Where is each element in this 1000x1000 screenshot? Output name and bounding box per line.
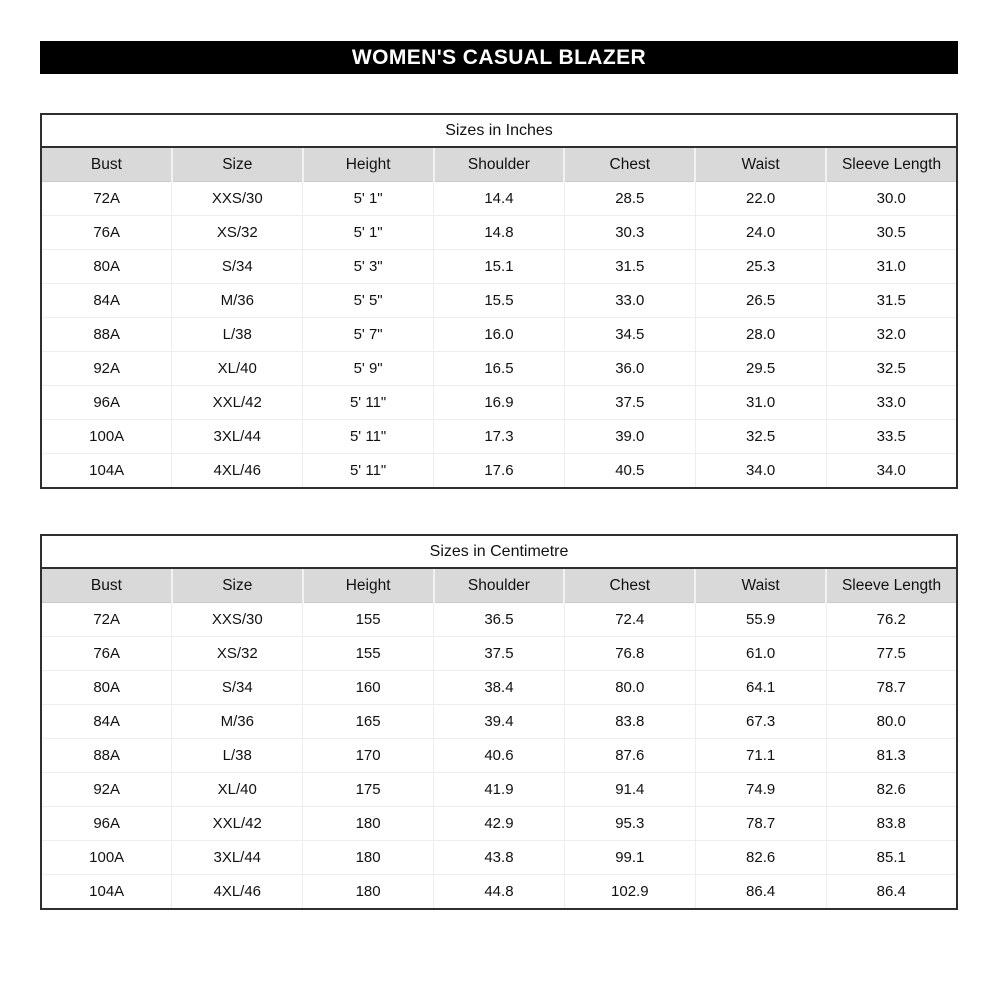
column-header-sleeve-length: Sleeve Length: [826, 568, 957, 603]
cell: 31.5: [564, 250, 695, 284]
column-header-waist: Waist: [695, 568, 826, 603]
cell: 42.9: [434, 807, 565, 841]
table-row: [41, 318, 957, 352]
cell: 3XL/44: [172, 420, 303, 454]
cell: 31.5: [826, 284, 957, 318]
cell: 28.0: [695, 318, 826, 352]
cell: 5' 3": [303, 250, 434, 284]
cell: 83.8: [826, 807, 957, 841]
cell: 87.6: [564, 739, 695, 773]
cell: M/36: [172, 705, 303, 739]
column-header-row: [41, 568, 957, 603]
table-row: [41, 420, 957, 454]
cell: 88A: [41, 318, 172, 352]
table-row: [41, 773, 957, 807]
cell: L/38: [172, 318, 303, 352]
column-header-waist: Waist: [695, 147, 826, 182]
cell: 71.1: [695, 739, 826, 773]
table-row: [41, 807, 957, 841]
cell: 96A: [41, 807, 172, 841]
cell: XXS/30: [172, 182, 303, 216]
cell: 100A: [41, 420, 172, 454]
cell: 155: [303, 603, 434, 637]
table-row: [41, 705, 957, 739]
cell: 14.8: [434, 216, 565, 250]
cell: 72A: [41, 603, 172, 637]
cell: 15.5: [434, 284, 565, 318]
size-table-inches: [40, 113, 958, 489]
table-row: [41, 841, 957, 875]
cell: 3XL/44: [172, 841, 303, 875]
cell: 67.3: [695, 705, 826, 739]
cell: 55.9: [695, 603, 826, 637]
cell: 80A: [41, 671, 172, 705]
table-row: [41, 216, 957, 250]
cell: 25.3: [695, 250, 826, 284]
cell: 180: [303, 807, 434, 841]
table-row: [41, 182, 957, 216]
table-row: [41, 454, 957, 489]
cell: 155: [303, 637, 434, 671]
cell: 29.5: [695, 352, 826, 386]
cell: XS/32: [172, 637, 303, 671]
cell: 81.3: [826, 739, 957, 773]
cell: 34.5: [564, 318, 695, 352]
column-header-row: [41, 147, 957, 182]
cell: 16.0: [434, 318, 565, 352]
cell: 32.5: [695, 420, 826, 454]
table-row: [41, 386, 957, 420]
cell: 5' 1": [303, 216, 434, 250]
cell: 33.0: [564, 284, 695, 318]
cell: 86.4: [695, 875, 826, 910]
cell: 72A: [41, 182, 172, 216]
cell: 78.7: [826, 671, 957, 705]
cell: 5' 7": [303, 318, 434, 352]
cell: 80.0: [564, 671, 695, 705]
table-row: [41, 671, 957, 705]
cell: 83.8: [564, 705, 695, 739]
cell: 76.2: [826, 603, 957, 637]
cell: 104A: [41, 875, 172, 910]
column-header-bust: Bust: [41, 147, 172, 182]
cell: XL/40: [172, 773, 303, 807]
cell: 37.5: [564, 386, 695, 420]
cell: 72.4: [564, 603, 695, 637]
cell: 5' 9": [303, 352, 434, 386]
column-header-size: Size: [172, 568, 303, 603]
cell: 31.0: [826, 250, 957, 284]
table-row: [41, 250, 957, 284]
cell: 82.6: [695, 841, 826, 875]
cell: 44.8: [434, 875, 565, 910]
cell: 22.0: [695, 182, 826, 216]
cell: 39.4: [434, 705, 565, 739]
column-header-chest: Chest: [564, 568, 695, 603]
column-header-height: Height: [303, 147, 434, 182]
cell: L/38: [172, 739, 303, 773]
cell: 92A: [41, 352, 172, 386]
cell: 32.5: [826, 352, 957, 386]
cell: 30.5: [826, 216, 957, 250]
cell: 4XL/46: [172, 875, 303, 910]
cell: 86.4: [826, 875, 957, 910]
cell: 78.7: [695, 807, 826, 841]
cell: 17.3: [434, 420, 565, 454]
cell: 104A: [41, 454, 172, 489]
cell: 165: [303, 705, 434, 739]
cell: 76.8: [564, 637, 695, 671]
cell: 5' 11": [303, 420, 434, 454]
cell: 43.8: [434, 841, 565, 875]
cell: 74.9: [695, 773, 826, 807]
column-header-size: Size: [172, 147, 303, 182]
cell: 14.4: [434, 182, 565, 216]
cell: S/34: [172, 671, 303, 705]
table-row: [41, 875, 957, 910]
cell: 30.3: [564, 216, 695, 250]
cell: 16.9: [434, 386, 565, 420]
cell: 64.1: [695, 671, 826, 705]
cell: 33.0: [826, 386, 957, 420]
cell: 76A: [41, 216, 172, 250]
cell: 77.5: [826, 637, 957, 671]
cell: 175: [303, 773, 434, 807]
cell: 16.5: [434, 352, 565, 386]
column-header-shoulder: Shoulder: [434, 568, 565, 603]
cell: 85.1: [826, 841, 957, 875]
table-title-row: [41, 535, 957, 568]
inches-table: [40, 113, 958, 489]
cell: 40.5: [564, 454, 695, 489]
cell: 40.6: [434, 739, 565, 773]
column-header-chest: Chest: [564, 147, 695, 182]
table-title: Sizes in Centimetre: [41, 535, 957, 568]
column-header-shoulder: Shoulder: [434, 147, 565, 182]
cell: 5' 11": [303, 454, 434, 489]
cell: XXL/42: [172, 386, 303, 420]
cell: 34.0: [826, 454, 957, 489]
cell: M/36: [172, 284, 303, 318]
cell: 28.5: [564, 182, 695, 216]
column-header-sleeve-length: Sleeve Length: [826, 147, 957, 182]
cell: 33.5: [826, 420, 957, 454]
cell: 37.5: [434, 637, 565, 671]
cell: 38.4: [434, 671, 565, 705]
cell: 84A: [41, 284, 172, 318]
cell: 32.0: [826, 318, 957, 352]
table-title-row: [41, 114, 957, 147]
cell: 180: [303, 875, 434, 910]
table-row: [41, 739, 957, 773]
cell: 92A: [41, 773, 172, 807]
table-title: Sizes in Inches: [41, 114, 957, 147]
cell: 36.5: [434, 603, 565, 637]
cell: 100A: [41, 841, 172, 875]
cell: XXL/42: [172, 807, 303, 841]
cell: 80A: [41, 250, 172, 284]
cell: 4XL/46: [172, 454, 303, 489]
cell: S/34: [172, 250, 303, 284]
cell: 61.0: [695, 637, 826, 671]
cell: 170: [303, 739, 434, 773]
cell: 180: [303, 841, 434, 875]
cell: 99.1: [564, 841, 695, 875]
cell: 76A: [41, 637, 172, 671]
cell: 84A: [41, 705, 172, 739]
cell: 34.0: [695, 454, 826, 489]
table-row: [41, 637, 957, 671]
cell: 41.9: [434, 773, 565, 807]
table-row: [41, 603, 957, 637]
cell: XL/40: [172, 352, 303, 386]
size-table-centimetre: [40, 534, 958, 910]
cell: 82.6: [826, 773, 957, 807]
cell: 91.4: [564, 773, 695, 807]
cell: 39.0: [564, 420, 695, 454]
cell: XXS/30: [172, 603, 303, 637]
cell: 102.9: [564, 875, 695, 910]
cell: 96A: [41, 386, 172, 420]
cell: 17.6: [434, 454, 565, 489]
cell: 5' 5": [303, 284, 434, 318]
cell: 15.1: [434, 250, 565, 284]
column-header-bust: Bust: [41, 568, 172, 603]
cell: XS/32: [172, 216, 303, 250]
cell: 80.0: [826, 705, 957, 739]
centimetre-table: [40, 534, 958, 910]
cell: 5' 1": [303, 182, 434, 216]
cell: 95.3: [564, 807, 695, 841]
product-title-banner: [40, 41, 958, 74]
cell: 88A: [41, 739, 172, 773]
column-header-height: Height: [303, 568, 434, 603]
cell: 26.5: [695, 284, 826, 318]
cell: 24.0: [695, 216, 826, 250]
table-row: [41, 284, 957, 318]
table-row: [41, 352, 957, 386]
cell: 160: [303, 671, 434, 705]
cell: 31.0: [695, 386, 826, 420]
cell: 36.0: [564, 352, 695, 386]
cell: 5' 11": [303, 386, 434, 420]
cell: 30.0: [826, 182, 957, 216]
product-title: WOMEN'S CASUAL BLAZER: [351, 45, 647, 69]
